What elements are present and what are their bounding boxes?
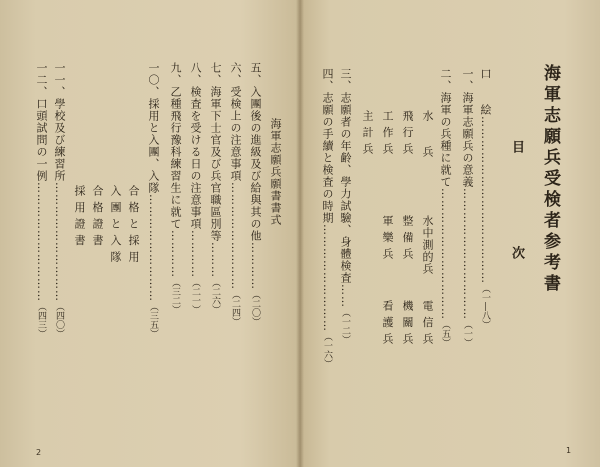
page-number-left: 2 <box>36 448 42 457</box>
book-gutter <box>296 0 304 467</box>
branch-signal: 電 信 兵 <box>421 300 434 345</box>
subitem-pass-adopt: 合 格 と 採 用 <box>127 185 140 263</box>
toc-entry-8: 八、検査を受ける日の注意事項…………（二一） <box>189 62 202 314</box>
toc-entry-11: 一一、學校及び練習所…………………………（四〇） <box>53 62 66 338</box>
branch-medical: 看 護 兵 <box>381 300 394 345</box>
branch-maintenance: 整 備 兵 <box>401 215 414 260</box>
toc-entry-1: 一、海軍志願兵の意義……………………………（一） <box>461 68 474 347</box>
toc-entry-2: 二、海軍の兵種に就て……………………………（五） <box>439 68 452 347</box>
toc-heading: 目 次 <box>509 140 524 299</box>
toc-entry-frontispiece: 口 絵……………………………………（一―八） <box>479 68 492 329</box>
branch-sonar: 水中測的兵 <box>421 215 434 275</box>
branch-aviation: 飛 行 兵 <box>401 110 414 155</box>
branch-band: 軍 樂 兵 <box>381 215 394 260</box>
subitem-adopt-cert: 採 用 證 書 <box>73 185 86 247</box>
book-title: 海軍志願兵受検者参考書 <box>540 64 560 295</box>
toc-entry-4: 四、志願の手續と検査の時期………………………（一六） <box>321 68 334 368</box>
toc-entry-9: 九、乙種飛行豫科練習生に就て…………（三二） <box>169 62 182 314</box>
branch-paymaster: 主 計 兵 <box>361 110 374 155</box>
toc-entry-5: 五、入團後の進級及び給與其の他…………（二〇） <box>249 62 262 326</box>
branch-works: 工 作 兵 <box>381 110 394 155</box>
toc-entry-3: 三、志願者の年齢、學力試驗、身體検査……（一二） <box>339 68 352 344</box>
branch-engine: 機 關 兵 <box>401 300 414 345</box>
toc-entry-10: 一〇、採用と入團、入隊………………………（三五） <box>147 62 160 338</box>
subitem-enlist: 入 團 と 入 隊 <box>109 185 122 263</box>
page-number-right: 1 <box>566 446 572 455</box>
toc-entry-12: 一二、口頭試問の一例…………………………（四三） <box>35 62 48 338</box>
subitem-pass-cert: 合 格 證 書 <box>91 185 104 247</box>
toc-entry-6: 六、受検上の注意事項………………………（二四） <box>229 62 242 326</box>
toc-entry-7: 七、海軍下士官及び兵官職區別等………（二六） <box>209 62 222 314</box>
toc-application-form: 海軍志願兵願書書式 <box>269 118 282 226</box>
branch-seaman: 水 兵 <box>421 110 434 158</box>
